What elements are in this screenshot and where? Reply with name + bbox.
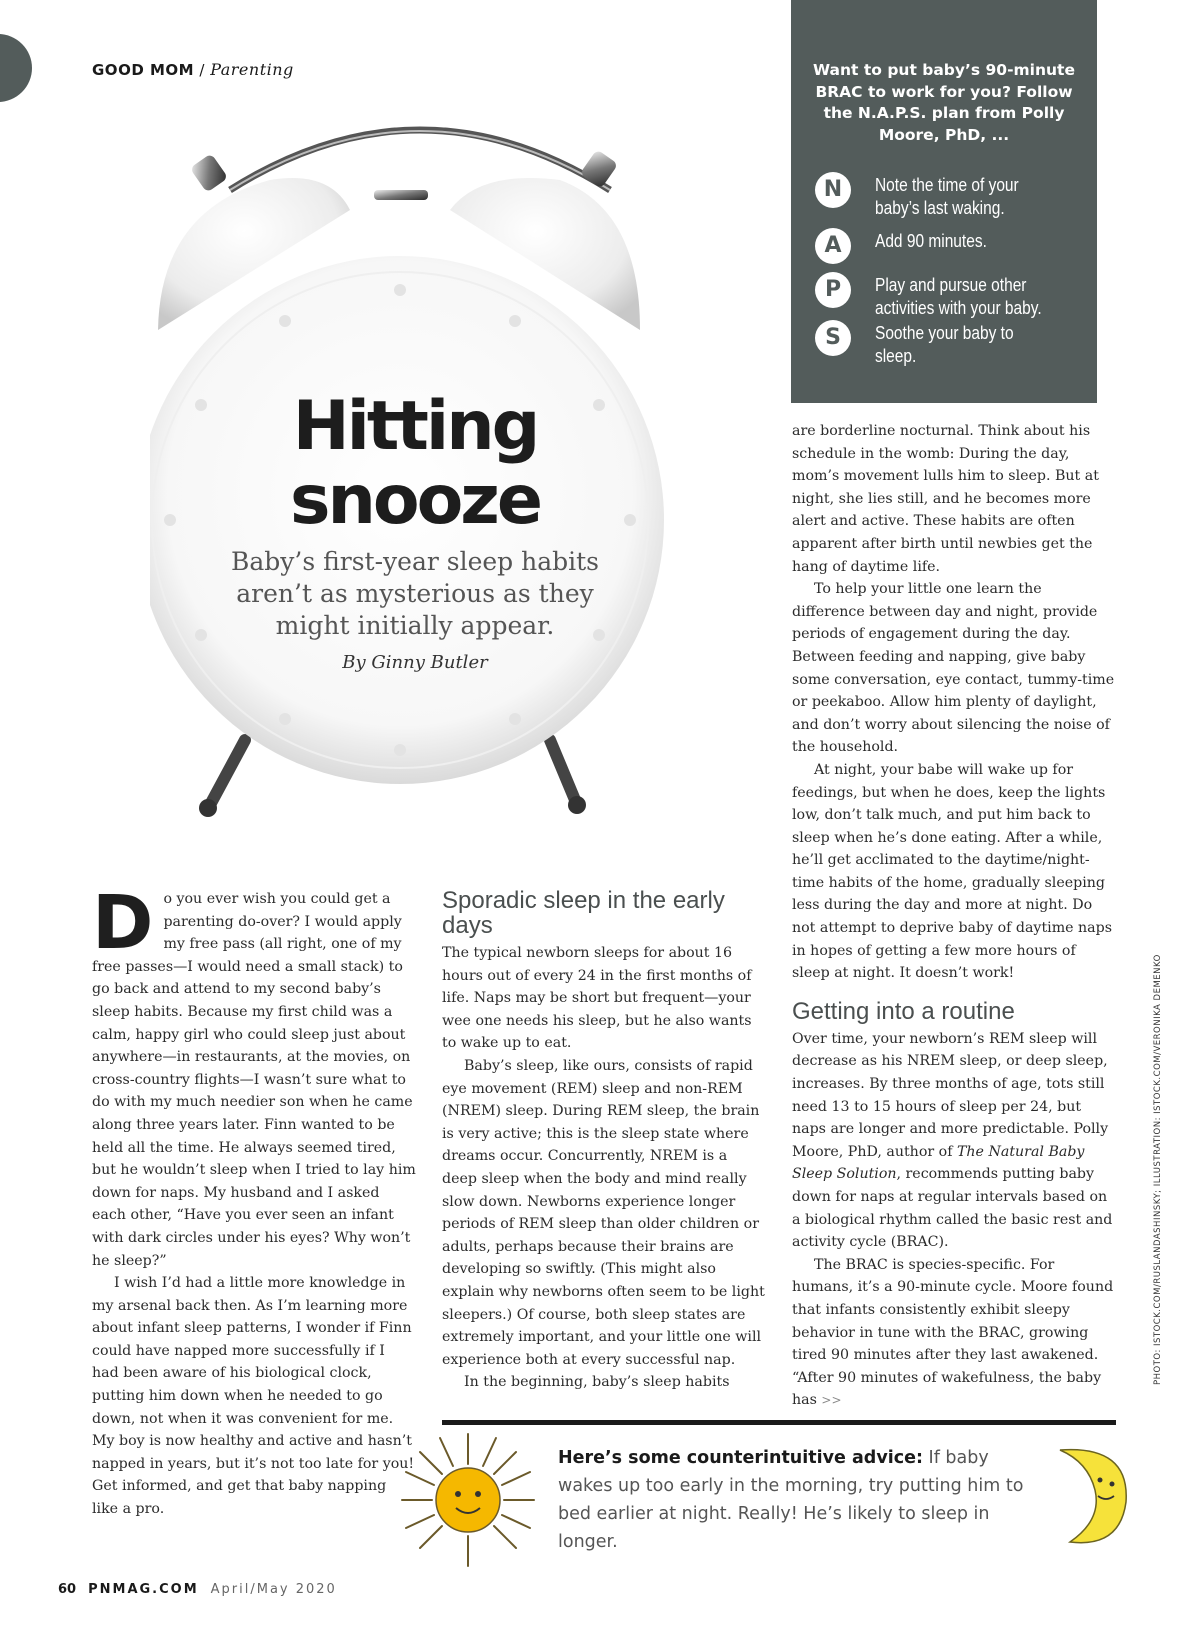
naps-item-text: Add 90 minutes.	[875, 231, 987, 251]
section-subname: Parenting	[210, 60, 294, 79]
naps-letter-badge: A	[815, 228, 851, 264]
naps-item	[815, 320, 1085, 368]
naps-item-text: Soothe your baby to sleep.	[875, 323, 1014, 366]
section-name: GOOD MOM	[92, 61, 195, 79]
article-paragraph: are borderline nocturnal. Think about his schedule in the womb: During the day, mom’s movement lulls him to sleep. But at night, she lies still, and he becomes more alert and active. These habits are often apparent after birth until newbies get the hang of daytime life.	[792, 423, 1099, 575]
naps-item	[815, 272, 1085, 320]
article-column-3	[792, 420, 1117, 1412]
paragraph-text: o you ever wish you could get a parenting do-over? I would apply my free pass (all right, one of my free passes—I would need a small stack) to go back and attend to my second baby’s sleep habits. Because my first child was a calm, happy girl who could sleep just about anywhere—in restaurants, at the movies, on cross-country flights—I wasn’t sure what to do with my much needier son when he came along three years later. Finn wanted to be held all the time. He always seemed tired, but he wouldn’t sleep when I tried to lay him down for naps. My husband and I asked each other, “Have you ever seen an infant with dark circles under his eyes? Why won’t he sleep?”	[92, 891, 416, 1269]
title-block	[210, 387, 620, 673]
headline-line-1: Hitting	[292, 387, 538, 466]
section-separator: /	[194, 61, 211, 79]
section-tab-marker	[0, 34, 32, 102]
tip-lead: Here’s some counterintuitive advice:	[558, 1448, 923, 1468]
section-label	[92, 60, 294, 79]
site-name: PNMAG.COM	[88, 1582, 199, 1597]
naps-letter-badge: P	[815, 272, 851, 308]
drop-cap: D	[92, 880, 154, 966]
subhead: Getting into a routine	[792, 997, 1015, 1025]
dek: Baby’s first-year sleep habits aren’t as mysterious as they might initially appear.	[230, 547, 600, 640]
article-paragraph: At night, your babe will wake up for feedings, but when he does, keep the lights low, don’t talk much, and put him back to sleep when he’s done eating. After a while, he’ll get acclimated to the daytime/night-time habits of the home, gradually sleeping less during the day and more at night. Do not attempt to deprive baby of daytime naps in hopes of getting a few more hours of sleep at night. It doesn’t work!	[792, 761, 1113, 982]
sun-icon	[398, 1430, 538, 1570]
moon-icon	[1040, 1440, 1130, 1550]
article-paragraph: I wish I’d had a little more knowledge in my arsenal back then. As I’m learning more about infant sleep patterns, I wonder if Finn could have napped more successfully if I had been aware of his biological clock, putting him down when he needed to go down, not when it was convenient for me. My boy is now healthy and active and hasn’t napped in years, but it’s not too late for you! Get informed, and get that baby napping like a pro.	[92, 1275, 415, 1518]
article-paragraph	[792, 1028, 1117, 1254]
issue-date: April/May 2020	[210, 1582, 337, 1597]
naps-item-text: Play and pursue other activities with your baby.	[875, 275, 1042, 318]
naps-intro: Want to put baby’s 90-minute BRAC to work for you? Follow the N.A.P.S. plan from Polly Moore, PhD, ...	[813, 61, 1075, 144]
divider-rule	[442, 1420, 1116, 1425]
tip-callout	[558, 1444, 1030, 1556]
book-title: The Natural Baby Sleep Solution	[792, 1143, 1085, 1183]
tip-text: If baby wakes up too early in the morning, try putting him to bed earlier at night. Really! He’s likely to sleep in longer.	[558, 1448, 1024, 1552]
article-paragraph: Baby’s sleep, like ours, consists of rapid eye movement (REM) sleep and non-REM (NREM) sleep. During REM sleep, the brain is very active; this is the sleep state where dreams occur. Concurrently, NREM is a deep sleep when the body and mind really slow down. Newborns experience longer periods of REM sleep than older children or adults, perhaps because their brains are developing so swiftly. (This might also explain why newborns often seem to be light sleepers.) Of course, both sleep states are extremely important, and your little one will experience both at every successful nap.	[442, 1057, 765, 1368]
naps-letter-badge: N	[815, 172, 851, 208]
article-column-2	[442, 888, 766, 1394]
page-number: 60	[58, 1582, 77, 1597]
article-paragraph: To help your little one learn the difference between day and night, provide periods of engagement during the day. Between feeding and napping, give baby some conversation, eye contact, tummy-time or peekaboo. Allow him plenty of daylight, and don’t worry about silencing the noise of the household.	[792, 581, 1115, 756]
naps-item-text: Note the time of your baby’s last waking.	[875, 175, 1019, 218]
headline-line-2: snooze	[289, 461, 540, 540]
naps-letter-badge: S	[815, 320, 851, 356]
article-column-1	[92, 880, 416, 1521]
naps-item	[815, 228, 1085, 264]
continued-arrow: >>	[821, 1393, 842, 1408]
headline	[210, 387, 620, 540]
subhead: Sporadic sleep in the early days	[442, 887, 725, 939]
page-folio	[58, 1582, 337, 1597]
paragraph-text: Over time, your newborn’s REM sleep will decrease as his NREM sleep, or deep sleep, increases. By three months of age, tots still need 13 to 15 hours of sleep per 24, but naps are longer and more predictable. Polly Moore, PhD, author of	[792, 1030, 1109, 1160]
naps-sidebar	[791, 0, 1097, 403]
article-paragraph	[92, 880, 416, 1272]
byline: By Ginny Butler	[342, 652, 488, 673]
paragraph-text: The BRAC is species-specific. For humans, it’s a 90-minute cycle. Moore found that infants consistently exhibit sleepy behavior in tune with the BRAC, growing tired 90 minutes after they last awakened. “After 90 minutes of wakefulness, the baby has	[792, 1256, 1114, 1409]
photo-credit: PHOTO: ISTOCK.COM/RUSLANDASHINSKY; ILLUSTRATION: ISTOCK.COM/VERONIKA DEMENKO	[1153, 954, 1163, 1385]
article-paragraph: The typical newborn sleeps for about 16 hours out of every 24 in the first months of life. Naps may be short but frequent—your wee one needs his sleep, but he also wants to wake up to eat.	[442, 945, 752, 1052]
article-paragraph: In the beginning, baby’s sleep habits	[464, 1374, 730, 1391]
article-paragraph	[792, 1254, 1117, 1412]
naps-item	[815, 172, 1085, 220]
paragraph-text: , recommends putting baby down for naps at regular intervals based on a biological rhythm called the basic rest and activity cycle (BRAC).	[792, 1166, 1113, 1251]
